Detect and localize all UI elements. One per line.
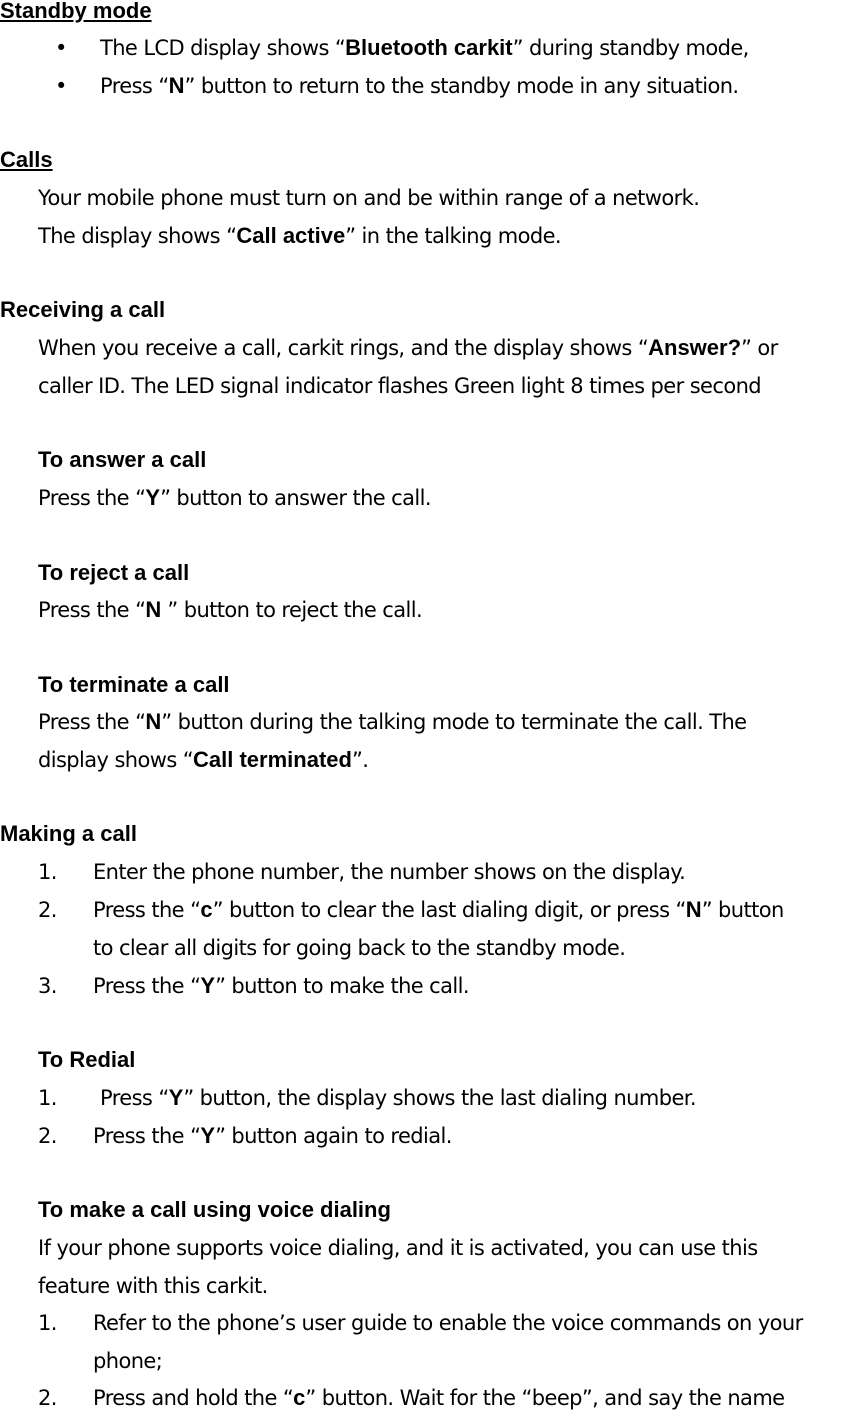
list-item-continuation: phone; [93, 1349, 163, 1373]
paragraph: Press the “N ” button to reject the call. [38, 597, 423, 622]
paragraph: feature with this carkit. [38, 1274, 268, 1298]
paragraph: display shows “Call terminated”. [38, 747, 369, 772]
section-title-making: Making a call [0, 821, 137, 846]
section-title-calls: Calls [0, 147, 53, 172]
section-title-standby-mode: Standby mode [0, 0, 152, 23]
paragraph: If your phone supports voice dialing, and it is activated, you can use this [38, 1236, 758, 1260]
subheading-reject: To reject a call [38, 560, 190, 585]
subheading-answer: To answer a call [38, 447, 207, 472]
bullet-icon: • [55, 74, 67, 98]
subheading-redial: To Redial [38, 1047, 136, 1072]
subheading-terminate: To terminate a call [38, 672, 230, 697]
paragraph: Press the “Y” button to answer the call. [38, 485, 431, 510]
paragraph: caller ID. The LED signal indicator flashes Green light 8 times per second [38, 374, 762, 398]
paragraph: When you receive a call, carkit rings, and the display shows “Answer?” or [38, 335, 778, 360]
paragraph: Your mobile phone must turn on and be within range of a network. [38, 186, 700, 210]
paragraph: Press the “N” button during the talking mode to terminate the call. The [38, 709, 747, 734]
list-item-continuation: to clear all digits for going back to the standby mode. [93, 936, 626, 960]
bullet-icon: • [55, 36, 67, 60]
paragraph: The display shows “Call active” in the talking mode. [38, 223, 561, 248]
subheading-voice-dialing: To make a call using voice dialing [38, 1197, 391, 1222]
section-title-receiving: Receiving a call [0, 297, 166, 322]
